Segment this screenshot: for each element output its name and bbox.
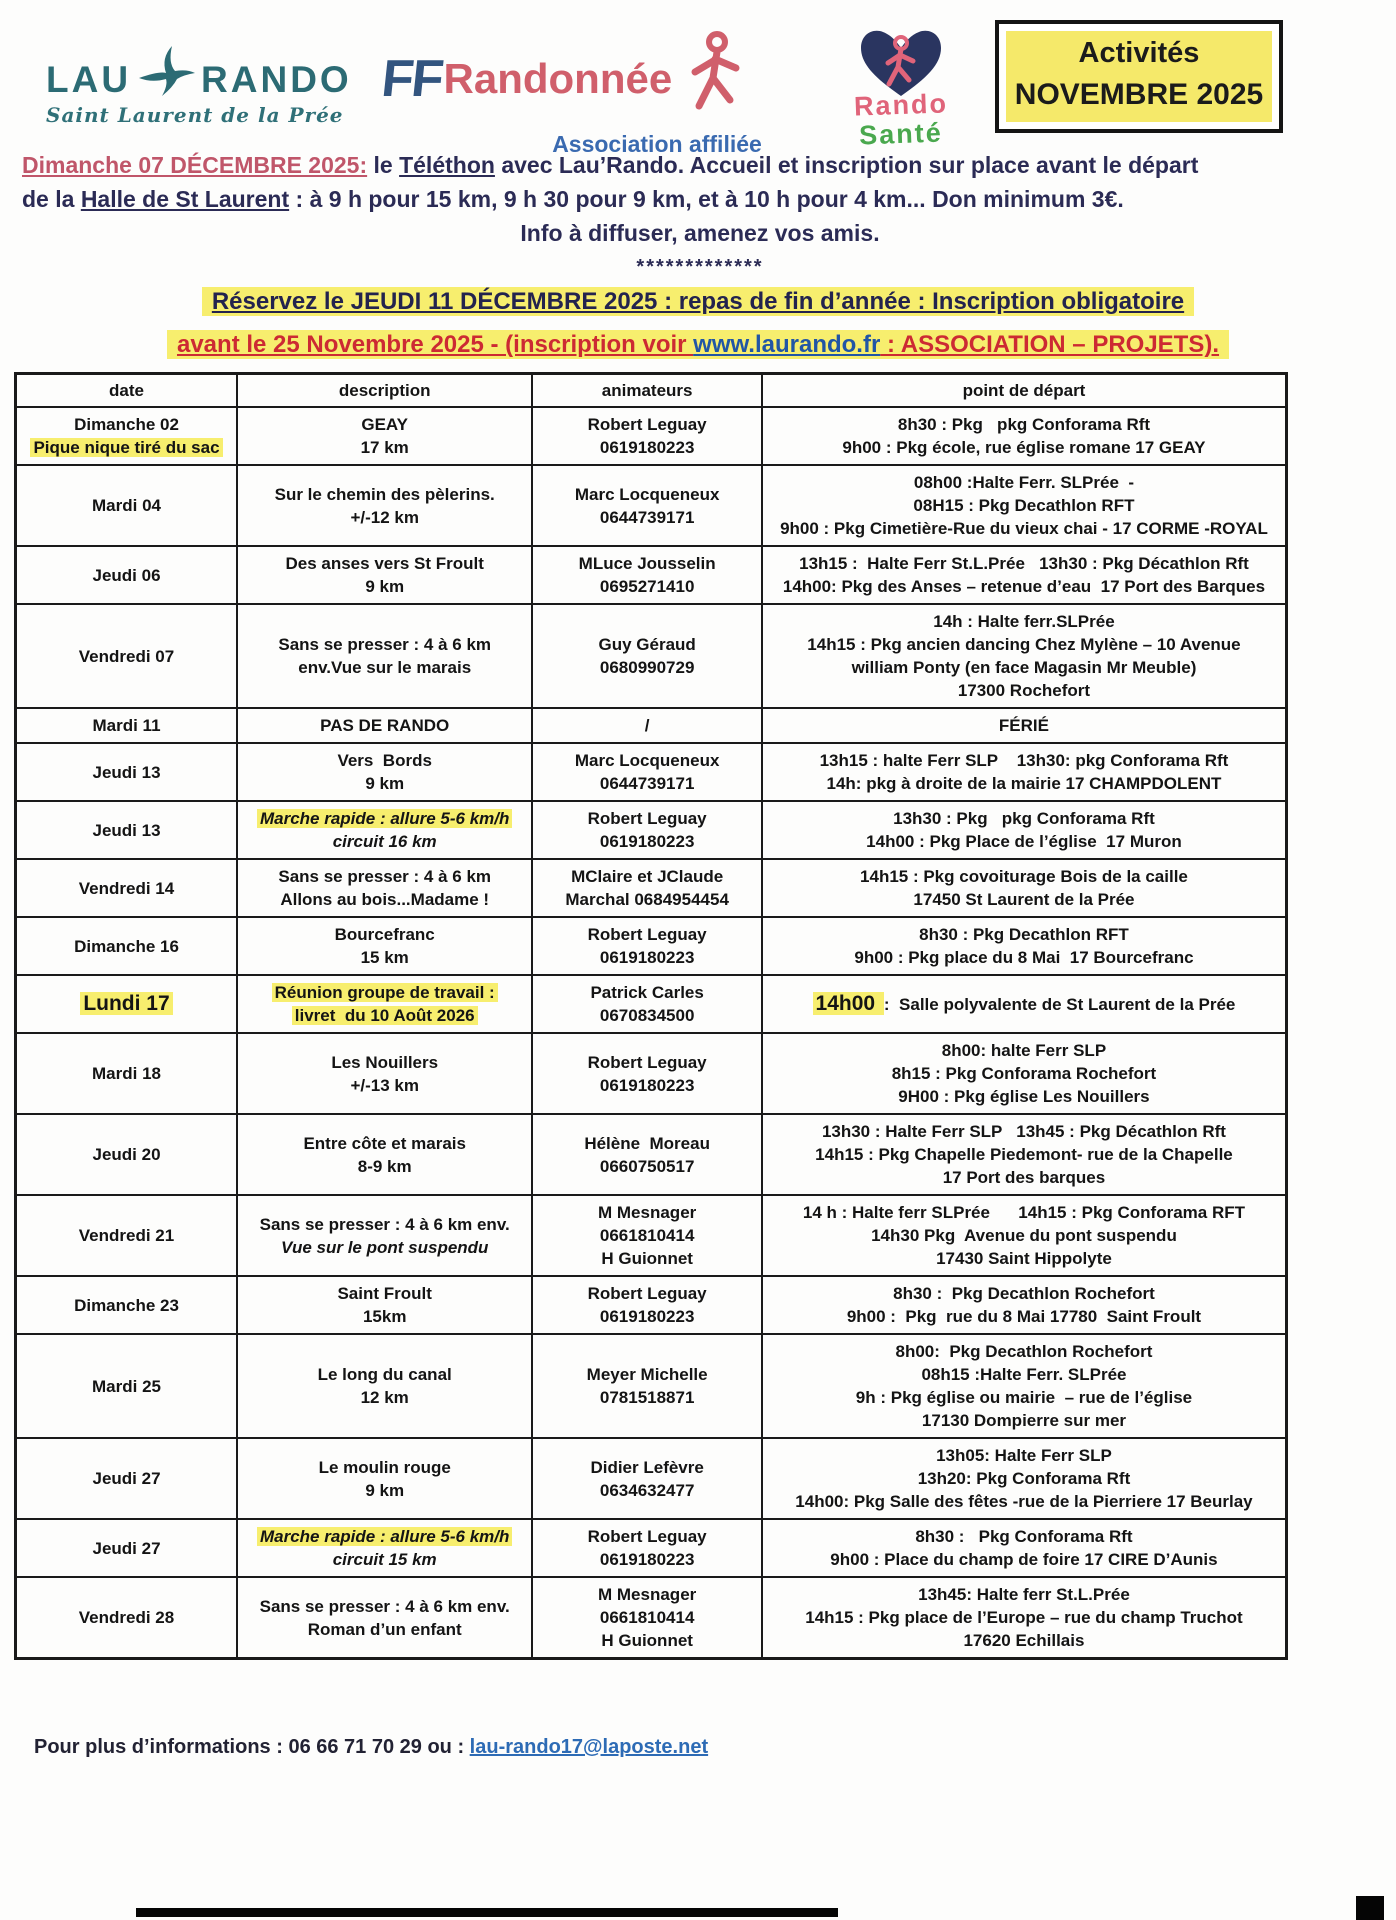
ffrandonnee-subtitle: Association affiliée	[552, 131, 762, 157]
cell-line: 8h30 : Pkg Decathlon Rochefort	[893, 1284, 1155, 1303]
cell-depart	[762, 1114, 1287, 1195]
contact-label: Pour plus d’informations : 06 66 71 70 29 ou :	[34, 1736, 470, 1758]
cell-line: 8-9 km	[357, 1156, 412, 1176]
laurando-website-link[interactable]: www.laurando.fr	[693, 331, 881, 358]
cell-line: 08h15 :Halte Ferr. SLPrée	[921, 1365, 1127, 1384]
cell-line: 13h30 : Halte Ferr SLP 13h45 : Pkg Décathlon Rft	[821, 1122, 1226, 1141]
cell-description	[237, 546, 532, 604]
cell-line: 14h30 Pkg Avenue du pont suspendu	[871, 1226, 1177, 1245]
cell-line: Dimanche 16	[74, 936, 179, 956]
cell-date	[16, 1577, 238, 1659]
cell-line: 8h30 : Pkg Decathlon RFT	[919, 925, 1129, 944]
cell-line: 14h00 : Pkg Place de l’église 17 Muron	[866, 832, 1182, 851]
cell-line: Sans se presser : 4 à 6 km	[278, 635, 492, 654]
cell-line: Robert Leguay	[587, 925, 707, 944]
cell-line: Robert Leguay	[587, 415, 707, 434]
cell-line: Meyer Michelle	[586, 1365, 708, 1384]
cell-line: +/-12 km	[350, 507, 419, 527]
cell-depart	[762, 1033, 1287, 1114]
cell-depart	[762, 1334, 1287, 1438]
cell-line: 0660750517	[599, 1156, 695, 1176]
cell-line: Jeudi 13	[92, 820, 161, 840]
table-row	[16, 1438, 1287, 1519]
cell-line: Marchal 0684954454	[565, 890, 729, 909]
cell-date	[16, 1276, 238, 1334]
cell-line: 13h20: Pkg Conforama Rft	[917, 1469, 1131, 1488]
column-header: point de départ	[762, 374, 1287, 408]
stars-divider: *************	[636, 256, 764, 278]
cell-line: 14h15 : Pkg ancien dancing Chez Mylène – 10 Avenue	[807, 635, 1241, 654]
activities-box-title: Activités	[1078, 37, 1200, 69]
cell-line: 13h30 : Pkg pkg Conforama Rft	[893, 809, 1155, 828]
laurando-logo	[46, 44, 352, 127]
cell-line: 14h : Halte ferr.SLPrée	[933, 612, 1115, 631]
cell-line: 9h00 : Pkg place du 8 Mai 17 Bourcefranc	[854, 948, 1194, 967]
cell-line: Dimanche 02	[74, 415, 179, 434]
cell-line: Mardi 04	[92, 496, 161, 515]
cell-line: circuit 15 km	[332, 1550, 437, 1569]
cell-depart	[762, 1519, 1287, 1577]
cell-animateurs	[532, 975, 762, 1033]
cell-description	[237, 604, 532, 708]
cell-animateurs	[532, 708, 762, 743]
cell-line: livret du 10 Août 2026	[244, 1004, 525, 1027]
cell-description	[237, 708, 532, 743]
scan-artifact-bar	[136, 1908, 838, 1917]
cell-date	[16, 604, 238, 708]
cell-animateurs	[532, 604, 762, 708]
cell-date	[16, 407, 238, 465]
cell-line: Dimanche 23	[74, 1295, 179, 1315]
table-row	[16, 1519, 1287, 1577]
intro-line-3: Info à diffuser, amenez vos amis.	[520, 220, 880, 246]
cell-line: Marche rapide : allure 5-6 km/h	[244, 807, 525, 830]
cell-line: 17 km	[360, 438, 409, 457]
cell-animateurs	[532, 1114, 762, 1195]
cell-line: 13h15 : Halte Ferr St.L.Prée 13h30 : Pkg Décathlon Rft	[799, 554, 1249, 573]
cell-line: 9h : Pkg église ou mairie – rue de l’église	[855, 1388, 1193, 1407]
cell-animateurs	[532, 546, 762, 604]
cell-line: 17130 Dompierre sur mer	[921, 1411, 1127, 1430]
cell-line: Pique nique tiré du sac	[23, 436, 230, 459]
cell-line: Robert Leguay	[587, 1052, 707, 1072]
activities-box-month: NOVEMBRE 2025	[1014, 78, 1264, 111]
cell-line: Lundi 17	[23, 992, 230, 1016]
cell-description	[237, 1519, 532, 1577]
cell-line: Marc Locqueneux	[574, 484, 720, 504]
cell-animateurs	[532, 465, 762, 546]
cell-depart	[762, 917, 1287, 975]
table-row	[16, 465, 1287, 546]
table-header-row	[16, 374, 1287, 408]
cell-line: Bourcefranc	[334, 925, 435, 944]
cell-line: 15 km	[360, 948, 409, 967]
cell-line: 0644739171	[599, 774, 695, 793]
cell-date	[16, 975, 238, 1033]
cell-line: Mardi 18	[92, 1064, 161, 1083]
cell-description	[237, 1577, 532, 1659]
cell-line: Jeudi 06	[92, 565, 161, 585]
cell-depart	[762, 546, 1287, 604]
cell-line: 17 Port des barques	[942, 1168, 1106, 1187]
cell-line: 8h00: Pkg Decathlon Rochefort	[895, 1342, 1153, 1361]
cell-line: Jeudi 27	[92, 1469, 161, 1488]
cell-line: 13h45: Halte ferr St.L.Prée	[918, 1585, 1130, 1604]
cell-line: Vue sur le pont suspendu	[280, 1237, 489, 1257]
cell-line: 9 km	[365, 577, 405, 596]
cell-line: 9h00 : Pkg rue du 8 Mai 17780 Saint Froult	[846, 1307, 1202, 1326]
cell-animateurs	[532, 1438, 762, 1519]
cell-line: 0619180223	[599, 438, 695, 457]
cell-line: 9h00 : Place du champ de foire 17 CIRE D’Aunis	[830, 1550, 1218, 1569]
cell-depart	[762, 604, 1287, 708]
cell-line: Robert Leguay	[587, 1284, 707, 1303]
cell-line: 0619180223	[599, 1307, 695, 1326]
cell-line: Robert Leguay	[587, 1527, 707, 1546]
cell-description	[237, 1033, 532, 1114]
cell-line: Entre côte et marais	[303, 1133, 466, 1153]
cell-line: 9 km	[365, 774, 405, 793]
cell-description	[237, 975, 532, 1033]
table-row	[16, 1195, 1287, 1276]
cell-line: MLuce Jousselin	[578, 554, 716, 573]
cell-line: Didier Lefèvre	[590, 1457, 704, 1477]
column-header: animateurs	[532, 374, 762, 408]
cell-line: 8h15 : Pkg Conforama Rochefort	[891, 1064, 1157, 1083]
cell-line: 8h30 : Pkg pkg Conforama Rft	[897, 415, 1151, 434]
randosante-word2: Santé	[858, 117, 944, 151]
cell-line: 17430 Saint Hippolyte	[936, 1249, 1112, 1268]
cell-date	[16, 1033, 238, 1114]
cell-animateurs	[532, 1195, 762, 1276]
cell-date	[16, 801, 238, 859]
cell-line: Vendredi 07	[78, 646, 175, 666]
table-row	[16, 917, 1287, 975]
table-row	[16, 604, 1287, 708]
cell-line: /	[644, 716, 650, 735]
cell-line: Jeudi 20	[92, 1145, 161, 1164]
ffrandonnee-word: Randonnée	[443, 54, 673, 102]
cell-date	[16, 1334, 238, 1438]
table-row	[16, 801, 1287, 859]
cell-depart	[762, 801, 1287, 859]
cell-depart	[762, 1276, 1287, 1334]
contact-email-link[interactable]: lau-rando17@laposte.net	[469, 1736, 709, 1758]
cell-depart	[762, 743, 1287, 801]
cell-date	[16, 743, 238, 801]
cell-line: Le moulin rouge	[318, 1457, 451, 1477]
cell-line: Allons au bois...Madame !	[280, 890, 490, 909]
year-end-dinner-notice	[0, 282, 1396, 368]
cell-line: 14h00 : Salle polyvalente de St Laurent de la Prée	[769, 992, 1279, 1016]
cell-line: Jeudi 13	[92, 762, 161, 782]
cell-line: 14h00: Pkg Salle des fêtes -rue de la Pierriere 17 Beurlay	[795, 1492, 1253, 1511]
cell-line: 8h00: halte Ferr SLP	[941, 1041, 1107, 1060]
laurando-subtitle: Saint Laurent de la Prée	[46, 103, 344, 127]
cell-line: 14h15 : Pkg covoiturage Bois de la caille	[860, 867, 1188, 886]
cell-line: Vendredi 28	[78, 1608, 175, 1627]
laurando-word1: LAU	[46, 59, 132, 100]
halle-location: Halle de St Laurent	[80, 186, 290, 212]
cell-line: 13h15 : halte Ferr SLP 13h30: pkg Conforama Rft	[819, 751, 1229, 770]
cell-line: 08h00 :Halte Ferr. SLPrée -	[913, 473, 1135, 492]
cell-line: 0619180223	[599, 1550, 695, 1569]
cell-line: Vers Bords	[337, 751, 432, 770]
cell-line: Guy Géraud	[598, 635, 696, 654]
cell-line: Mardi 25	[92, 1376, 161, 1396]
cell-line: 0661810414	[599, 1226, 695, 1245]
cell-line: 9H00 : Pkg église Les Nouillers	[898, 1087, 1150, 1106]
cell-date	[16, 708, 238, 743]
cell-date	[16, 917, 238, 975]
cell-line: Sans se presser : 4 à 6 km env.	[259, 1596, 510, 1616]
cell-line: +/-13 km	[350, 1075, 419, 1095]
cell-line: 9h00 : Pkg Cimetière-Rue du vieux chai - 17 CORME -ROYAL	[780, 519, 1268, 538]
table-row	[16, 859, 1287, 917]
cell-date	[16, 546, 238, 604]
cell-line: 17300 Rochefort	[957, 681, 1091, 700]
cell-line: 08H15 : Pkg Decathlon RFT	[913, 496, 1135, 515]
cell-line: 0619180223	[599, 832, 695, 851]
cell-depart	[762, 1438, 1287, 1519]
cell-description	[237, 1114, 532, 1195]
cell-date	[16, 465, 238, 546]
cell-line: 14h15 : Pkg place de l’Europe – rue du champ Truchot	[805, 1608, 1243, 1627]
cell-line: william Ponty (en face Magasin Mr Meuble)	[851, 658, 1197, 677]
cell-line: M Mesnager	[598, 1203, 697, 1222]
cell-line: GEAY	[361, 415, 408, 434]
cell-line: env.Vue sur le marais	[298, 658, 472, 677]
cell-line: MClaire et JClaude	[571, 867, 724, 886]
cell-description	[237, 1276, 532, 1334]
cell-line: FÉRIÉ	[998, 716, 1049, 735]
cell-date	[16, 1195, 238, 1276]
cell-line: Saint Froult	[337, 1284, 432, 1303]
cell-animateurs	[532, 1033, 762, 1114]
cell-line: Roman d’un enfant	[307, 1619, 462, 1639]
contact-info	[34, 1736, 708, 1759]
cell-line: Sans se presser : 4 à 6 km	[278, 867, 492, 886]
activities-month-box	[995, 20, 1283, 133]
cell-line: Sans se presser : 4 à 6 km env.	[259, 1214, 510, 1234]
cell-line: Patrick Carles	[590, 983, 704, 1002]
cell-description	[237, 465, 532, 546]
notice-line-1: Réservez le JEUDI 11 DÉCEMBRE 2025 : repas de fin d’année : Inscription obligatoire	[202, 287, 1194, 316]
cell-description	[237, 859, 532, 917]
bird-icon	[133, 44, 199, 105]
cell-animateurs	[532, 859, 762, 917]
cell-line: 0619180223	[599, 1075, 695, 1095]
walker-icon	[680, 30, 744, 127]
activities-table	[14, 372, 1288, 1660]
intro-line-2: de la Halle de St Laurent : à 9 h pour 15 km, 9 h 30 pour 9 km, et à 10 h pour 4 km... Don minimum 3€.	[22, 186, 1124, 212]
scan-artifact-square	[1356, 1896, 1384, 1920]
cell-animateurs	[532, 1276, 762, 1334]
cell-line: Vendredi 14	[78, 878, 175, 898]
cell-line: 13h05: Halte Ferr SLP	[936, 1446, 1112, 1465]
cell-line: 14h: pkg à droite de la mairie 17 CHAMPDOLENT	[826, 774, 1222, 793]
cell-description	[237, 917, 532, 975]
cell-description	[237, 743, 532, 801]
cell-line: Hélène Moreau	[584, 1133, 710, 1153]
cell-line: circuit 16 km	[332, 832, 437, 851]
cell-line: 0670834500	[599, 1006, 695, 1025]
cell-description	[237, 801, 532, 859]
telethon-announcement	[22, 148, 1378, 284]
cell-line: 17620 Echillais	[963, 1631, 1085, 1650]
randosante-logo	[806, 26, 996, 151]
column-header: date	[16, 374, 238, 408]
randosante-word1: Rando	[853, 88, 949, 122]
cell-line: 0644739171	[599, 507, 695, 527]
cell-line: H Guionnet	[601, 1249, 693, 1268]
cell-line: 14 h : Halte ferr SLPrée 14h15 : Pkg Conforama RFT	[802, 1203, 1246, 1222]
cell-depart	[762, 407, 1287, 465]
cell-animateurs	[532, 917, 762, 975]
table-row	[16, 1276, 1287, 1334]
cell-line: 14h15 : Pkg Chapelle Piedemont- rue de la Chapelle	[815, 1145, 1233, 1164]
ff-letters: FF	[378, 49, 445, 108]
cell-animateurs	[532, 407, 762, 465]
table-row	[16, 1334, 1287, 1438]
cell-line: Marc Locqueneux	[574, 751, 720, 770]
telethon-date: Dimanche 07 DÉCEMBRE 2025:	[22, 152, 368, 178]
table-row	[16, 1033, 1287, 1114]
table-row	[16, 407, 1287, 465]
cell-line: Jeudi 27	[92, 1538, 161, 1558]
table-row	[16, 1577, 1287, 1659]
cell-line: 15km	[362, 1307, 407, 1326]
table-row	[16, 1114, 1287, 1195]
cell-animateurs	[532, 1577, 762, 1659]
ffrandonnee-logo	[378, 30, 802, 158]
cell-line: Des anses vers St Froult	[285, 554, 484, 573]
cell-line: Les Nouillers	[331, 1052, 439, 1072]
cell-line: 14h00: Pkg des Anses – retenue d’eau 17 Port des Barques	[782, 577, 1266, 596]
cell-date	[16, 1438, 238, 1519]
cell-depart	[762, 1195, 1287, 1276]
cell-line: H Guionnet	[601, 1631, 693, 1650]
cell-description	[237, 1195, 532, 1276]
intro-line-1: Dimanche 07 DÉCEMBRE 2025: le Téléthon avec Lau’Rando. Accueil et inscription sur place avant le départ	[22, 152, 1199, 178]
cell-depart	[762, 1577, 1287, 1659]
notice-line-2: avant le 25 Novembre 2025 - (inscription voir www.laurando.fr : ASSOCIATION – PROJETS).	[167, 330, 1229, 359]
cell-description	[237, 407, 532, 465]
cell-line: M Mesnager	[598, 1585, 697, 1604]
cell-line: 0634632477	[599, 1480, 695, 1500]
cell-animateurs	[532, 1519, 762, 1577]
cell-depart	[762, 859, 1287, 917]
cell-date	[16, 1114, 238, 1195]
cell-line: Sur le chemin des pèlerins.	[274, 484, 495, 504]
cell-depart	[762, 975, 1287, 1033]
cell-line: 17450 St Laurent de la Prée	[913, 890, 1135, 909]
cell-line: 0781518871	[599, 1388, 695, 1407]
cell-line: PAS DE RANDO	[320, 716, 450, 735]
cell-line: 0661810414	[599, 1608, 695, 1627]
cell-line: 0619180223	[599, 948, 695, 967]
table-row	[16, 546, 1287, 604]
laurando-word2: RANDO	[201, 59, 352, 100]
cell-line: 8h30 : Pkg Conforama Rft	[915, 1527, 1133, 1546]
cell-line: 12 km	[360, 1388, 409, 1407]
cell-date	[16, 859, 238, 917]
table-row	[16, 708, 1287, 743]
cell-date	[16, 1519, 238, 1577]
table-row	[16, 743, 1287, 801]
cell-line: 0680990729	[599, 658, 695, 677]
cell-animateurs	[532, 743, 762, 801]
cell-line: 0695271410	[599, 577, 695, 596]
cell-line: Marche rapide : allure 5-6 km/h	[244, 1525, 525, 1548]
cell-line: 9h00 : Pkg école, rue église romane 17 GEAY	[842, 438, 1206, 457]
cell-animateurs	[532, 801, 762, 859]
table-row	[16, 975, 1287, 1033]
cell-description	[237, 1334, 532, 1438]
cell-description	[237, 1438, 532, 1519]
cell-line: 9 km	[365, 1480, 405, 1500]
cell-line: Robert Leguay	[587, 809, 707, 828]
telethon-word: Téléthon	[399, 152, 495, 178]
column-header: description	[237, 374, 532, 408]
cell-line: Réunion groupe de travail :	[244, 981, 525, 1004]
cell-line: Le long du canal	[317, 1365, 452, 1384]
cell-animateurs	[532, 1334, 762, 1438]
cell-line: Mardi 11	[92, 716, 161, 735]
cell-depart	[762, 465, 1287, 546]
cell-depart	[762, 708, 1287, 743]
cell-line: Vendredi 21	[78, 1226, 175, 1245]
